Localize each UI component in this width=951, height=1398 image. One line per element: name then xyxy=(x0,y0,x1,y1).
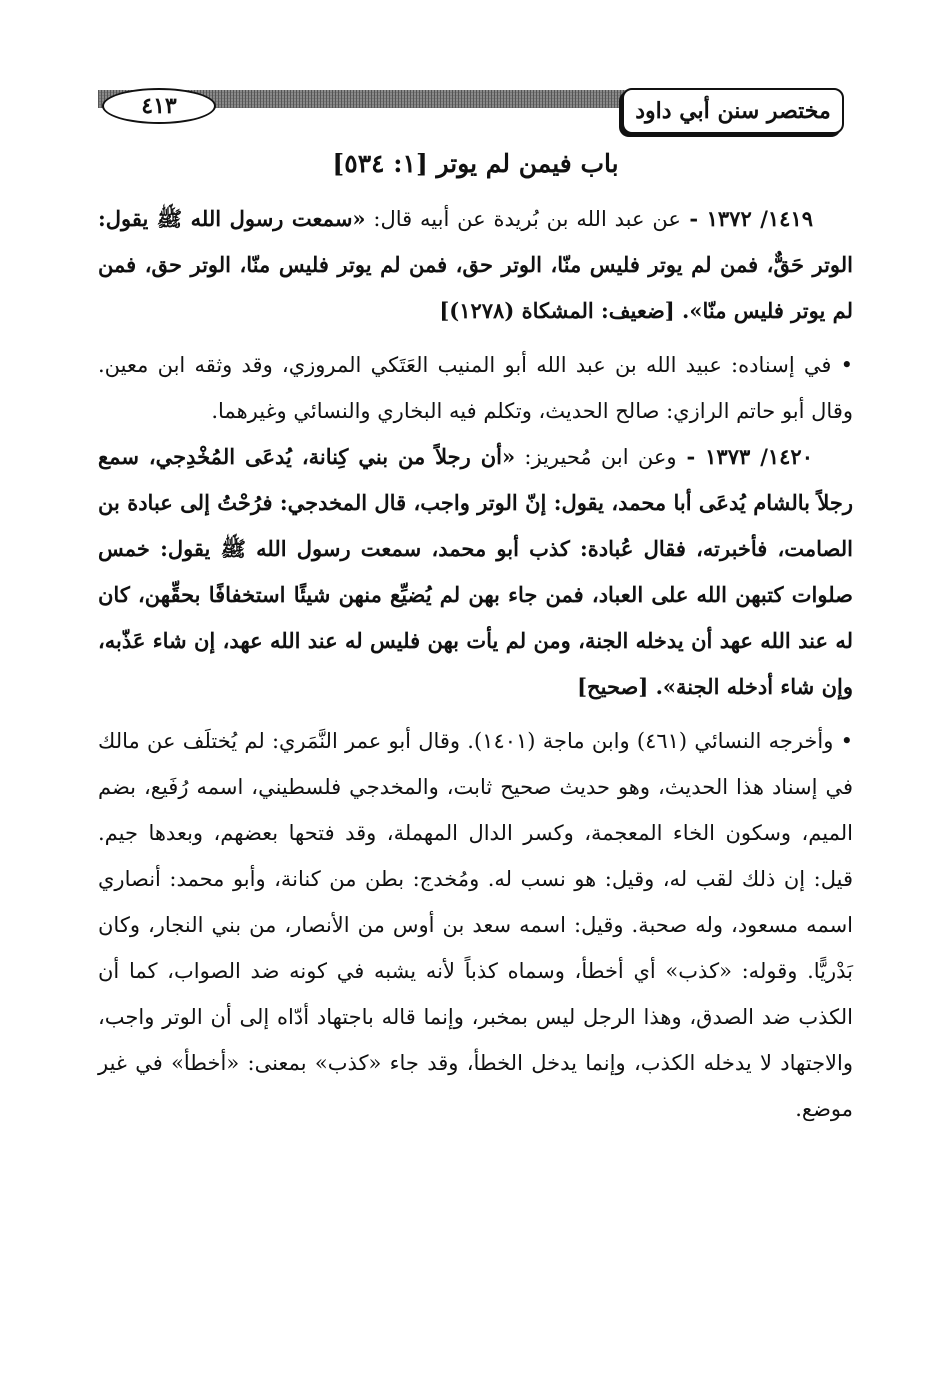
hadith-2 xyxy=(98,434,853,710)
hadith-1-matn: «سمعت رسول الله ﷺ يقول: الوتر حَقٌّ، فمن لم يوتر فليس منّا، الوتر حق، فمن لم يوتر فليس منّا، الوتر حق، فمن لم يوتر فليس منّا». [ضعيف: المشكاة (١٢٧٨)] xyxy=(98,206,853,323)
chapter-title: باب فيمن لم يوتر [١: ٥٣٤] xyxy=(332,149,619,178)
hadith-2-matn: «أن رجلاً من بني كِنانة، يُدعَى المُخْدِجي، سمع رجلاً بالشام يُدعَى أبا محمد، يقول: إنّ الوتر واجب، قال المخدجي: فرُحْتُ إلى عبادة بن الصامت، فأخبرته، فقال عُبادة: كذب أبو محمد، سمعت رسول الله ﷺ يقول: خمس صلوات كتبهن الله على العباد، فمن جاء بهن لم يُضيِّع منهن شيئًا استخفافًا بحقِّهن، كان له عند الله عهد أن يدخله الجنة، ومن لم يأت بهن فليس له عند الله عهد، إن شاء عَذّبه، وإن شاء أدخله الجنة». [صحيح] xyxy=(98,444,853,699)
page-header xyxy=(80,88,862,136)
hadith-1-isnad: عن عبد الله بن بُريدة عن أبيه قال: xyxy=(365,207,681,231)
hadith-2-isnad: وعن ابن مُحيريز: xyxy=(515,445,677,469)
hadith-1-number: ١٤١٩/ ١٣٧٢ - xyxy=(680,206,814,231)
note-1: • في إسناده: عبيد الله بن عبد الله أبو المنيب العَتَكي المروزي، وقد وثقه ابن معين. وقال أبو حاتم الرازي: صالح الحديث، وتكلم فيه البخاري والنسائي وغيرهما. xyxy=(98,353,853,423)
hadith-2-number: ١٤٢٠/ ١٣٧٣ - xyxy=(676,444,813,469)
page-number: ٤١٣ xyxy=(102,88,216,124)
book-title: مختصر سنن أبي داود xyxy=(622,88,844,134)
page-body xyxy=(98,140,853,1132)
note-2: • وأخرجه النسائي (٤٦١) وابن ماجة (١٤٠١). وقال أبو عمر النَّمَري: لم يُختلَف عن مالك في إسناد هذا الحديث، وهو حديث صحيح ثابت، والمخدجي فلسطيني، اسمه رُفَيع، بضم الميم، وسكون الخاء المعجمة، وكسر الدال المهملة، وقد فتحها بعضهم، وبعدها جيم. قيل: إن ذلك لقب له، وقيل: هو نسب له. ومُخدج: بطن من كنانة، وأبو محمد: أنصاري اسمه مسعود، وله صحبة. وقيل: اسمه سعد بن أوس من الأنصار، من بني النجار، وكان بَدْريًّا. وقوله: «كذب» أي أخطأ، وسماه كذباً لأنه يشبه في كونه ضد الصواب، كما أن الكذب ضد الصدق، وهذا الرجل ليس بمخبر، وإنما قاله باجتهاد أدّاه إلى أن الوتر واجب، والاجتهاد لا يدخله الكذب، وإنما يدخل الخطأ، وقد جاء «كذب» بمعنى: «أخطأ» في غير موضع. xyxy=(98,729,853,1121)
hadith-1 xyxy=(98,196,853,334)
